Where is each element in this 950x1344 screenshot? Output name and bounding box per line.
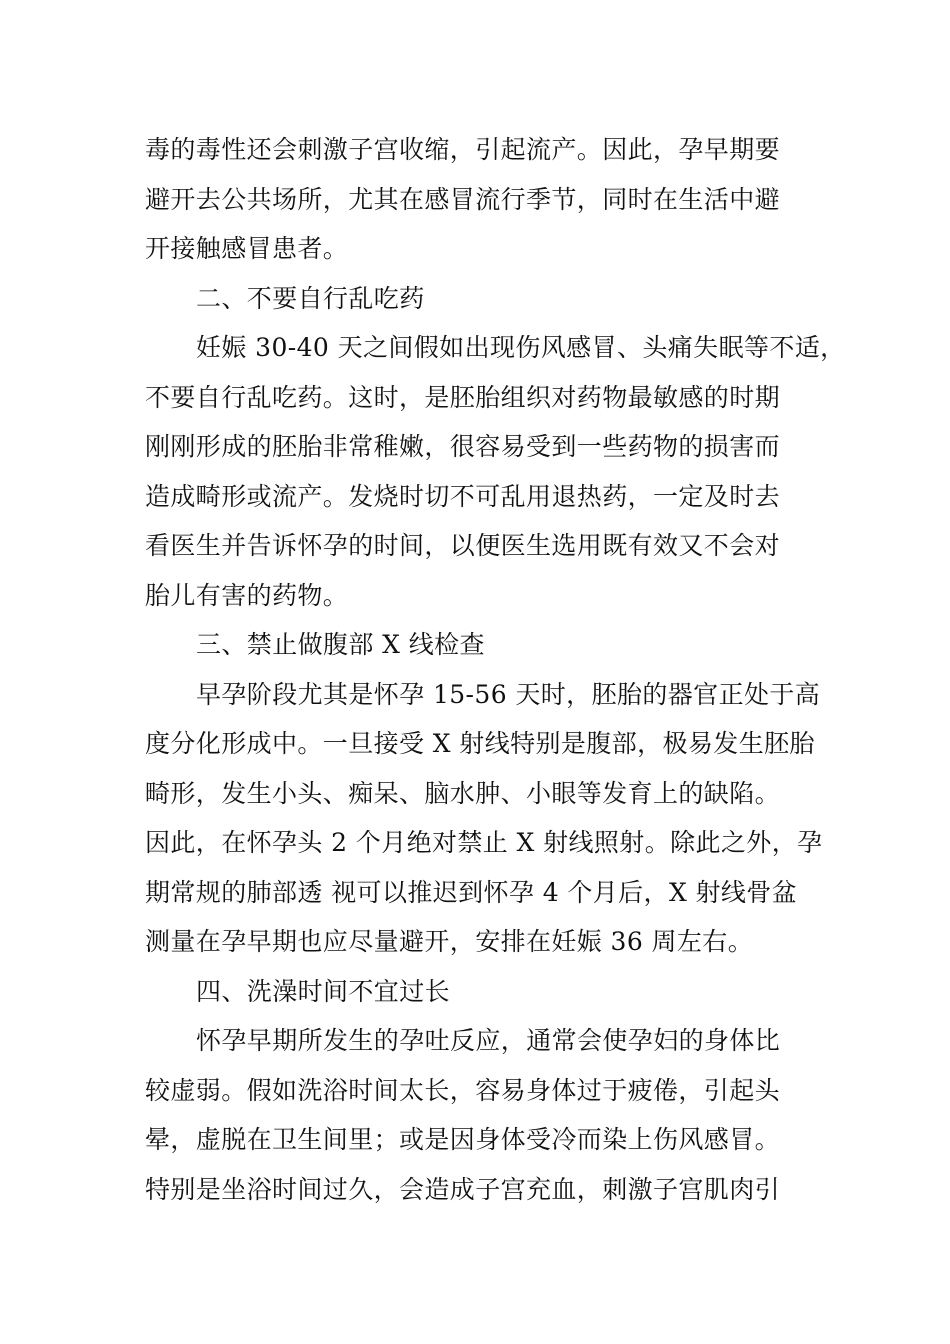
text-line: 看医生并告诉怀孕的时间，以便医生选用既有效又不会对 (145, 531, 781, 560)
text-line: 因此，在怀孕头 2 个月绝对禁止 X 射线照射。除此之外，孕 (145, 828, 823, 857)
section-heading: 二、不要自行乱吃药 (196, 283, 425, 313)
text-line: 期常规的肺部透 视可以推迟到怀孕 4 个月后，X 射线骨盆 (145, 877, 798, 907)
text-line: 怀孕早期所发生的孕吐反应，通常会使孕妇的身体比 (196, 1026, 781, 1055)
text-line: 胎儿有害的药物。 (145, 580, 349, 610)
text-line: 晕，虚脱在卫生间里；或是因身体受冷而染上伤风感冒。 (145, 1125, 781, 1154)
text-line: 开接触感冒患者。 (145, 234, 349, 263)
text-line: 避开去公共场所，尤其在感冒流行季节，同时在生活中避 (145, 184, 781, 214)
text-line: 度分化形成中。一旦接受 X 射线特别是腹部，极易发生胚胎 (145, 729, 815, 758)
text-line: 早孕阶段尤其是怀孕 15-56 天时，胚胎的器官正处于高 (196, 679, 821, 709)
text-line: 特别是坐浴时间过久，会造成子宫充血，刺激子宫肌肉引 (145, 1174, 781, 1204)
text-line: 刚刚形成的胚胎非常稚嫩，很容易受到一些药物的损害而 (145, 432, 781, 461)
section-heading: 三、禁止做腹部 X 线检查 (196, 630, 485, 659)
text-line: 较虚弱。假如洗浴时间太长，容易身体过于疲倦，引起头 (145, 1075, 781, 1105)
text-line: 测量在孕早期也应尽量避开，安排在妊娠 36 周左右。 (145, 927, 754, 956)
document-body (145, 125, 846, 1214)
text-line: 不要自行乱吃药。这时，是胚胎组织对药物最敏感的时期 (145, 382, 781, 412)
text-line: 畸形，发生小头、痴呆、脑水肿、小眼等发育上的缺陷。 (145, 778, 781, 808)
text-line: 妊娠 30-40 天之间假如出现伤风感冒、头痛失眠等不适， (196, 333, 846, 362)
text-line: 造成畸形或流产。发烧时切不可乱用退热药，一定及时去 (145, 481, 781, 511)
text-line: 毒的毒性还会刺激子宫收缩，引起流产。因此，孕早期要 (145, 135, 781, 164)
section-heading: 四、洗澡时间不宜过长 (196, 976, 451, 1006)
